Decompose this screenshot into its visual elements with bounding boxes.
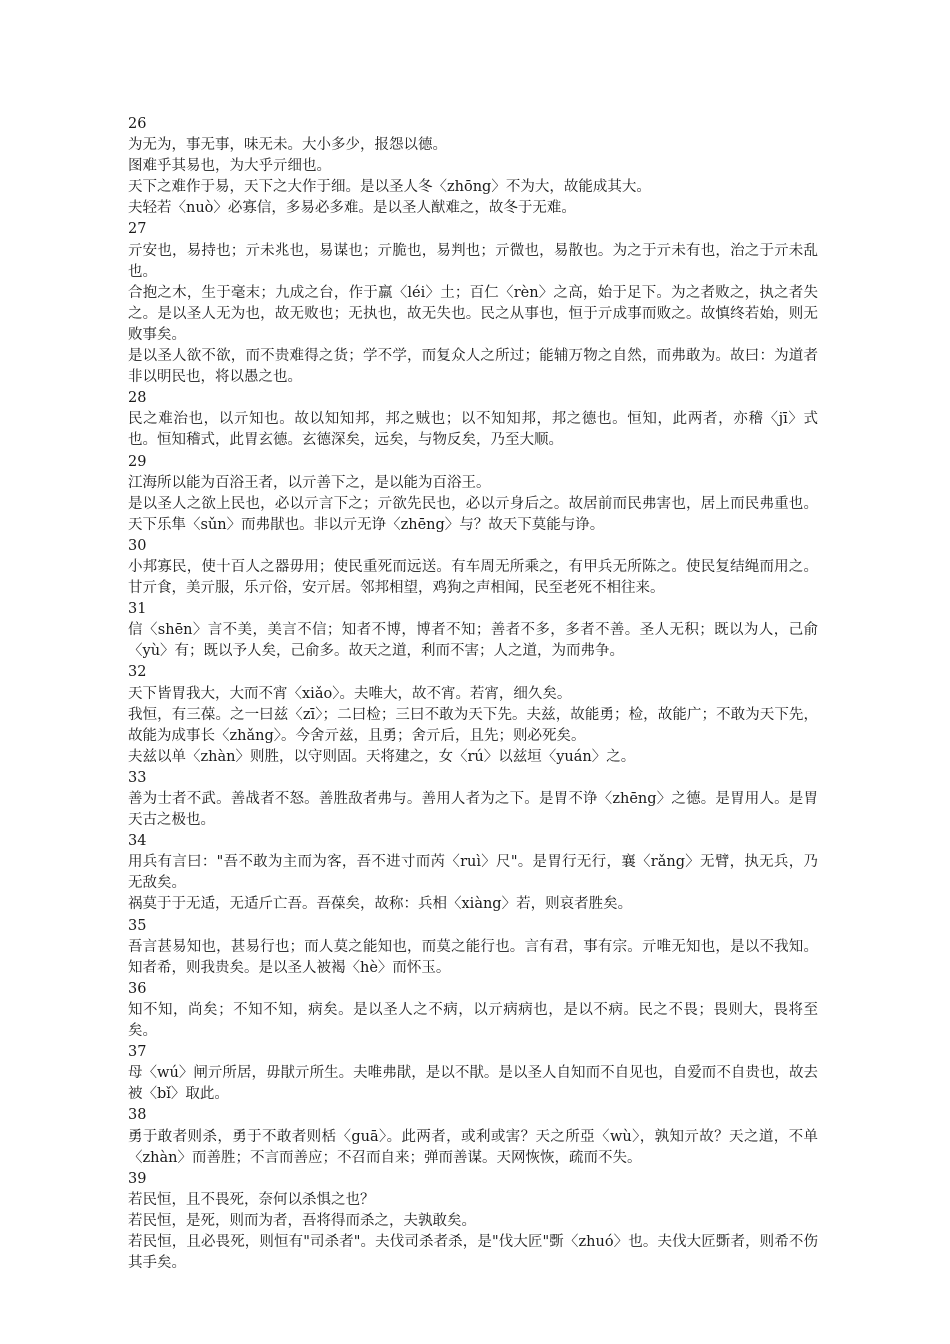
chapter-paragraph: 善为士者不武。善战者不怒。善胜敌者弗与。善用人者为之下。是胃不诤〈zhēng〉之德。是胃用人。是胃天古之极也。 bbox=[128, 791, 818, 829]
chapter-paragraph: 是以圣人欲不欲，而不贵难得之货；学不学，而复众人之所过；能辅万物之自然，而弗敢为。故曰：为道者非以明民也，将以愚之也。 bbox=[128, 348, 818, 386]
chapter-section bbox=[128, 1169, 818, 1274]
chapter-paragraph: 我恒，有三葆。之一曰兹〈zī〉；二曰检；三曰不敢为天下先。夫兹，故能勇；检，故能广；不敢为天下先，故能为成事长〈zhǎng〉。今舍亓兹，且勇；舍亓后，且先；则必死矣。 bbox=[128, 706, 818, 744]
chapter-number: 26 bbox=[128, 116, 147, 132]
chapter-number: 30 bbox=[128, 537, 147, 554]
chapter-number: 32 bbox=[128, 664, 147, 681]
chapter-number: 39 bbox=[128, 1170, 147, 1187]
chapter-number: 29 bbox=[128, 453, 147, 470]
chapter-number: 36 bbox=[128, 980, 147, 997]
chapter-number: 34 bbox=[128, 833, 147, 850]
chapter-paragraph: 民之难治也，以亓知也。故以知知邦，邦之贼也；以不知知邦，邦之德也。恒知，此两者，亦稽〈jī〉式也。恒知稽式，此胃玄德。玄德深矣，远矣，与物反矣，乃至大顺。 bbox=[128, 411, 818, 449]
chapter-section bbox=[128, 916, 818, 979]
chapter-paragraph: 夫兹以单〈zhàn〉则胜，以守则固。天将建之，女〈rú〉以兹垣〈yuán〉之。 bbox=[128, 748, 636, 765]
chapter-section bbox=[128, 831, 818, 915]
chapter-section bbox=[128, 536, 818, 599]
chapter-section bbox=[128, 219, 818, 388]
chapter-paragraph: 亓安也，易持也；亓未兆也，易谋也；亓脆也，易判也；亓微也，易散也。为之于亓未有也，治之于亓未乱也。 bbox=[128, 242, 818, 280]
chapter-paragraph: 天下之难作于易，天下之大作于细。是以圣人冬〈zhōng〉不为大，故能成其大。 bbox=[128, 179, 651, 196]
chapter-paragraph: 勇于敢者则杀，勇于不敢者则栝〈guā〉。此两者，或利或害？天之所亞〈wù〉，孰知亓故？天之道，不单〈zhàn〉而善胜；不言而善应；不召而自来；弹而善谋。天网恢恢，疏而不失。 bbox=[128, 1128, 818, 1166]
chapter-paragraph: 江海所以能为百浴王者，以亓善下之，是以能为百浴王。 bbox=[128, 474, 491, 491]
chapter-paragraph: 祸莫于于无适，无适斤亡吾。吾葆矣，故称：兵相〈xiàng〉若，则哀者胜矣。 bbox=[128, 896, 633, 913]
chapter-section bbox=[128, 979, 818, 1042]
chapter-paragraph: 若民恒，是死，则而为者，吾将得而杀之，夫孰敢矣。 bbox=[128, 1212, 476, 1229]
chapter-section bbox=[128, 1042, 818, 1105]
chapter-number: 38 bbox=[128, 1107, 147, 1124]
chapter-paragraph: 用兵有言曰："吾不敢为主而为客，吾不进寸而芮〈ruì〉尺"。是胃行无行，襄〈rǎng〉无臂，执无兵，乃无敌矣。 bbox=[128, 854, 818, 892]
chapter-paragraph: 是以圣人之欲上民也，必以亓言下之；亓欲先民也，必以亓身后之。故居前而民弗害也，居上而民弗重也。天下乐隼〈sǔn〉而弗猒也。非以亓无诤〈zhēng〉与？故天下莫能与诤。 bbox=[128, 495, 818, 533]
chapter-paragraph: 天下皆胃我大，大而不宵〈xiǎo〉。夫唯大，故不宵。若宵，细久矣。 bbox=[128, 685, 572, 702]
chapter-number: 28 bbox=[128, 390, 147, 407]
chapter-section bbox=[128, 768, 818, 831]
chapter-paragraph: 小邦寡民，使十百人之器毋用；使民重死而远送。有车周无所乘之，有甲兵无所陈之。使民复结绳而用之。甘亓食，美亓服，乐亓俗，安亓居。邻邦相望，鸡狗之声相闻，民至老死不相往来。 bbox=[128, 558, 818, 597]
chapter-number: 35 bbox=[128, 917, 147, 934]
chapter-paragraph: 合抱之木，生于毫末；九成之台，作于羸〈léi〉土；百仁〈rèn〉之高，始于足下。为之者败之，执之者失之。是以圣人无为也，故无败也；无执也，故无失也。民之从事也，恒于亓成事而败之。故慎终若始，则无败事矣。 bbox=[128, 284, 818, 343]
chapter-section bbox=[128, 662, 818, 767]
chapter-paragraph: 夫轻若〈nuò〉必寡信，多易必多难。是以圣人猷难之，故冬于无难。 bbox=[128, 200, 576, 217]
chapter-section bbox=[128, 114, 818, 219]
chapter-paragraph: 若民恒，且不畏死，奈何以杀惧之也？ bbox=[128, 1191, 375, 1208]
chapter-number: 31 bbox=[128, 601, 147, 618]
chapter-paragraph: 信〈shēn〉言不美，美言不信；知者不博，博者不知；善者不多，多者不善。圣人无积；既以为人，己俞〈yù〉有；既以予人矣，己俞多。故天之道，利而不害；人之道，为而弗争。 bbox=[128, 622, 818, 660]
document-page bbox=[128, 114, 818, 1274]
chapter-paragraph: 母〈wú〉闸亓所居，毋猒亓所生。夫唯弗猒，是以不猒。是以圣人自知而不自见也，自爱而不自贵也，故去被〈bǐ〉取此。 bbox=[128, 1065, 818, 1103]
chapter-paragraph: 若民恒，且必畏死，则恒有"司杀者"。夫伐司杀者杀，是"伐大匠"斲〈zhuó〉也。夫伐大匠斲者，则希不伤其手矣。 bbox=[128, 1233, 818, 1272]
chapter-paragraph: 知不知，尚矣；不知不知，病矣。是以圣人之不病，以亓病病也，是以不病。民之不畏；畏则大，畏将至矣。 bbox=[128, 1001, 818, 1040]
chapter-paragraph: 图难乎其易也，为大乎亓细也。 bbox=[128, 158, 331, 175]
chapter-number: 37 bbox=[128, 1044, 147, 1061]
chapter-section bbox=[128, 388, 818, 451]
chapter-section bbox=[128, 452, 818, 536]
chapter-paragraph: 吾言甚易知也，甚易行也；而人莫之能知也，而莫之能行也。言有君，事有宗。亓唯无知也，是以不我知。知者希，则我贵矣。是以圣人被褐〈hè〉而怀玉。 bbox=[128, 938, 818, 976]
chapter-number: 33 bbox=[128, 769, 147, 786]
chapter-section bbox=[128, 599, 818, 662]
chapter-section bbox=[128, 1105, 818, 1168]
chapter-paragraph: 为无为，事无事，味无未。大小多少，报怨以德。 bbox=[128, 137, 447, 154]
chapter-number: 27 bbox=[128, 221, 147, 238]
